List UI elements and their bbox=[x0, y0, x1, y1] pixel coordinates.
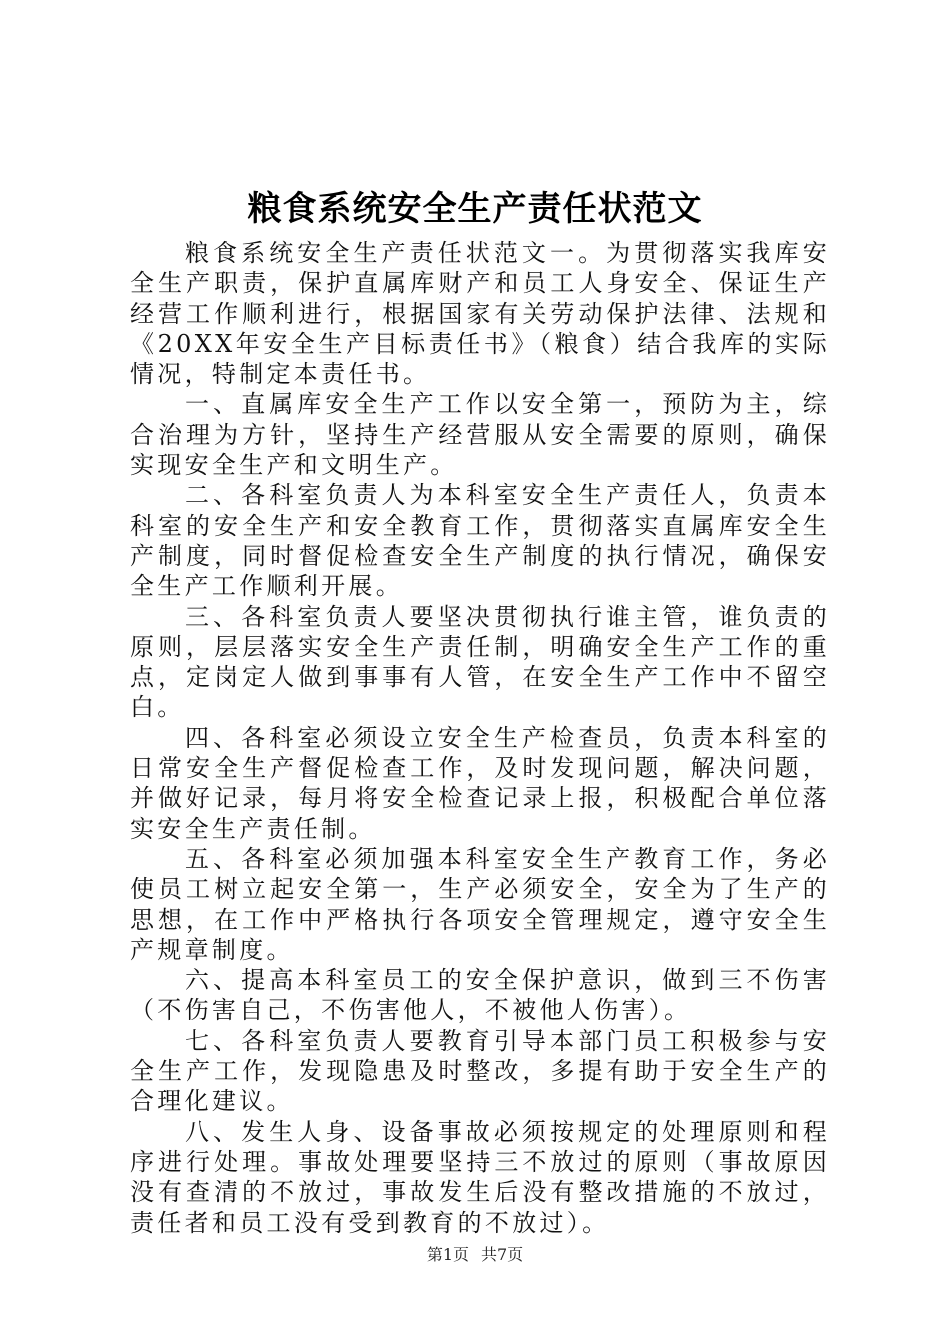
paragraph-7: 七、各科室负责人要教育引导本部门员工积极参与安全生产工作，发现隐患及时整改，多提有助于安全生产的合理化建议。 bbox=[130, 1026, 830, 1116]
page-title: 粮食系统安全生产责任状范文 bbox=[247, 189, 703, 229]
page-number-current: 第1页 bbox=[426, 1245, 469, 1264]
paragraph-5: 五、各科室必须加强本科室安全生产教育工作，务必使员工树立起安全第一，生产必须安全，安全为了生产的思想，在工作中严格执行各项安全管理规定，遵守安全生产规章制度。 bbox=[130, 844, 830, 964]
paragraph-4: 四、各科室必须设立安全生产检查员，负责本科室的日常安全生产督促检查工作，及时发现问题，解决问题，并做好记录，每月将安全检查记录上报，积极配合单位落实安全生产责任制。 bbox=[130, 723, 830, 843]
paragraph-6: 六、提高本科室员工的安全保护意识，做到三不伤害（不伤害自己，不伤害他人，不被他人伤害）。 bbox=[130, 966, 830, 1025]
page-number-total: 共7页 bbox=[481, 1245, 524, 1264]
page-footer bbox=[0, 1244, 950, 1266]
paragraph-8: 八、发生人身、设备事故必须按规定的处理原则和程序进行处理。事故处理要坚持三不放过的原则（事故原因没有查清的不放过，事故发生后没有整改措施的不放过，责任者和员工没有受到教育的不放过）。 bbox=[130, 1117, 830, 1237]
paragraph-intro: 粮食系统安全生产责任状范文一。为贯彻落实我库安全生产职责，保护直属库财产和员工人身安全、保证生产经营工作顺利进行，根据国家有关劳动保护法律、法规和《20XX年安全生产目标责任书》（粮食）结合我库的实际情况，特制定本责任书。 bbox=[130, 239, 830, 389]
paragraph-2: 二、各科室负责人为本科室安全生产责任人，负责本科室的安全生产和安全教育工作，贯彻落实直属库安全生产制度，同时督促检查安全生产制度的执行情况，确保安全生产工作顺利开展。 bbox=[130, 481, 830, 601]
document-body bbox=[130, 238, 830, 1238]
paragraph-1: 一、直属库安全生产工作以安全第一，预防为主，综合治理为方针，坚持生产经营服从安全需要的原则，确保实现安全生产和文明生产。 bbox=[130, 390, 830, 480]
paragraph-3: 三、各科室负责人要坚决贯彻执行谁主管，谁负责的原则，层层落实安全生产责任制，明确安全生产工作的重点，定岗定人做到事事有人管，在安全生产工作中不留空白。 bbox=[130, 602, 830, 722]
